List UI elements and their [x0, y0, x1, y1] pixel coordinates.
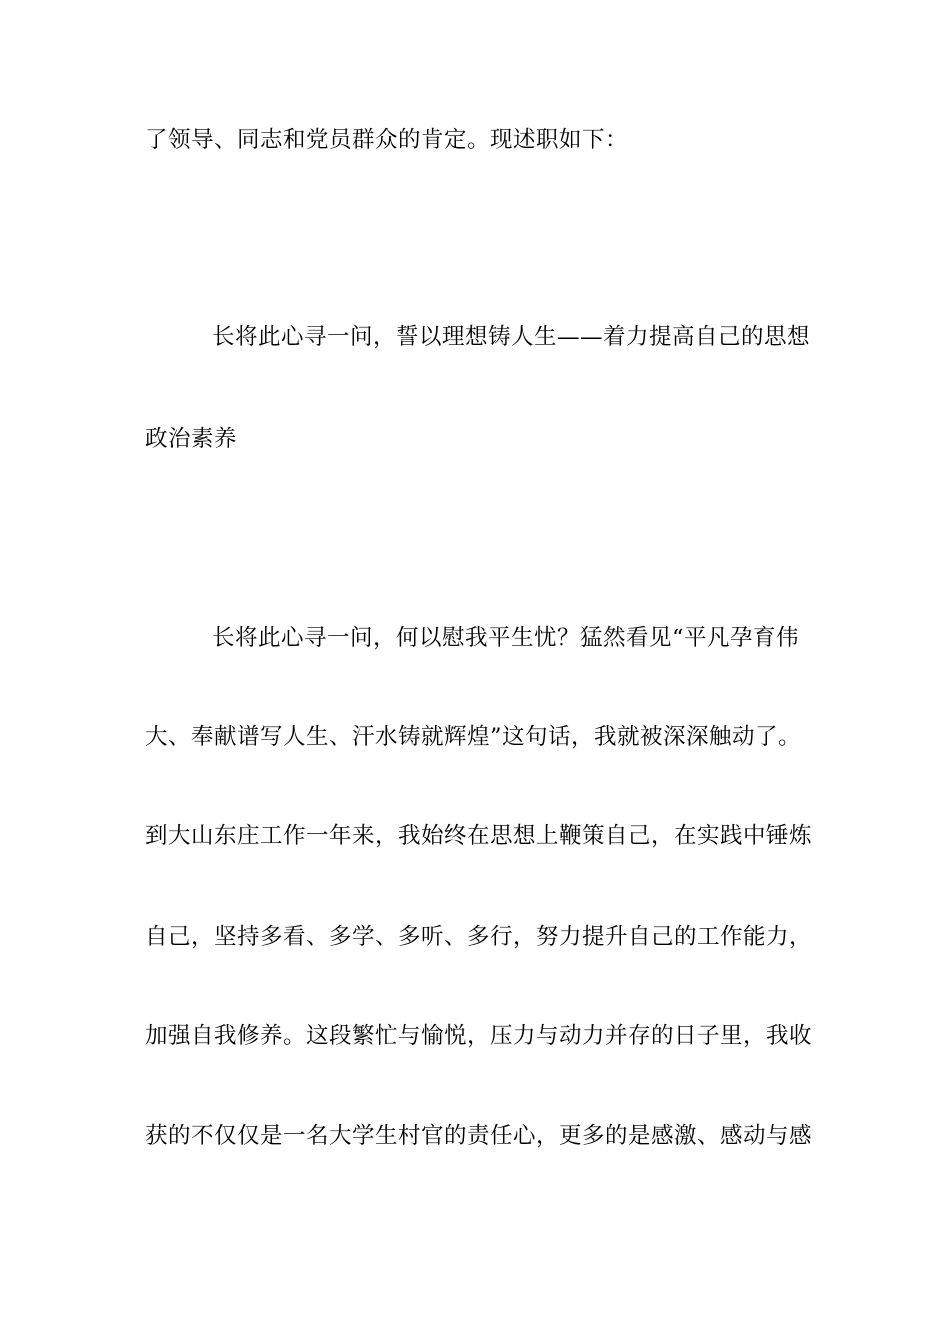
paragraph-line-6: 获的不仅仅是一名大学生村官的责任心，更多的是感激、感动与感 [145, 1123, 813, 1149]
paragraph-line-intro-end: 了领导、同志和党员群众的肯定。现述职如下： [145, 127, 629, 153]
paragraph-line-2: 大、奉献谱写人生、汗水铸就辉煌”这句话，我就被深深触动了。 [145, 724, 802, 750]
section-heading-line-1: 长将此心寻一问，誓以理想铸人生——着力提高自己的思想 [212, 324, 811, 350]
paragraph-line-4: 自己，坚持多看、多学、多听、多行，努力提升自己的工作能力， [145, 924, 813, 950]
paragraph-line-3: 到大山东庄工作一年来，我始终在思想上鞭策自己，在实践中锤炼 [145, 823, 813, 849]
paragraph-line-1: 长将此心寻一问，何以慰我平生忧？猛然看见“平凡孕育伟 [212, 625, 800, 651]
paragraph-line-5: 加强自我修养。这段繁忙与愉悦，压力与动力并存的日子里，我收 [145, 1023, 813, 1049]
section-heading-line-2: 政治素养 [145, 426, 238, 452]
